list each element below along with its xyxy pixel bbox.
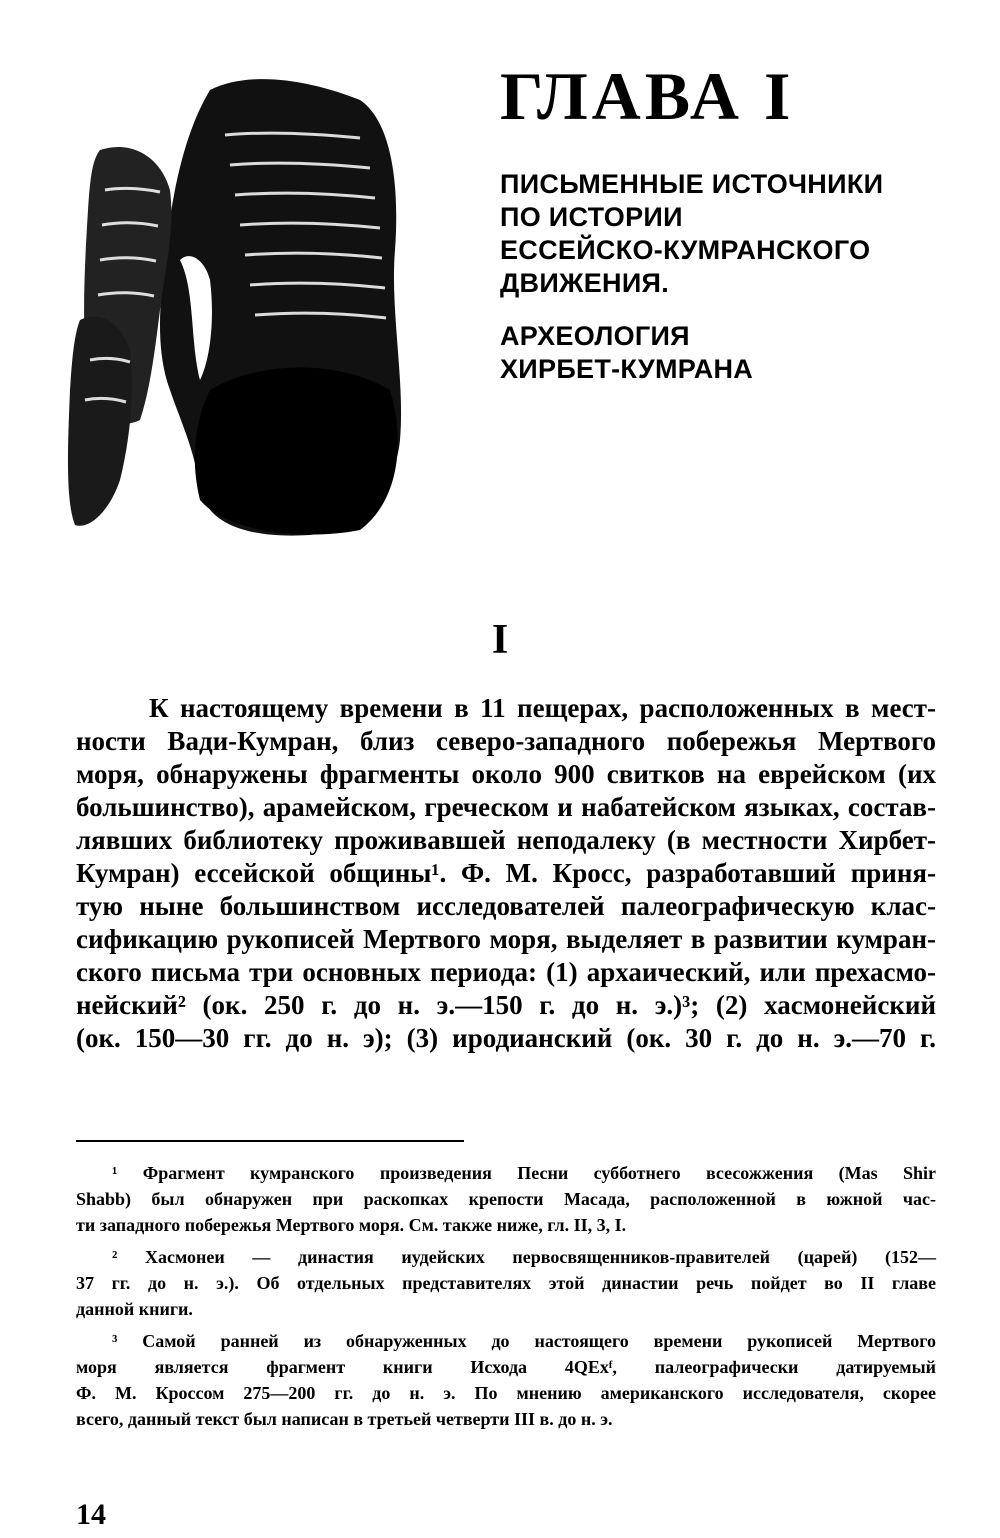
body-line: сификацию рукописей Мертвого моря, выделяет в развитии кумран-: [76, 924, 936, 954]
chapter-title: ГЛАВА I: [500, 58, 795, 134]
footnote-1: [76, 1160, 936, 1238]
footnote-3: [76, 1328, 936, 1432]
section-numeral: I: [491, 617, 509, 663]
body-line: К настоящему времени в 11 пещерах, расположенных в мест-: [149, 693, 936, 723]
footnote-line: данной книги.: [76, 1299, 193, 1319]
footnote-line: ² Хасмонеи — династия иудейских первосвященников-правителей (царей) (152—: [112, 1247, 936, 1267]
body-line: лявших библиотеку проживавшей неподалеку (в местности Хирбет-: [76, 825, 936, 855]
body-line: Кумран) ессейской общины¹. Ф. М. Кросс, разработавший приня-: [76, 858, 936, 888]
chapter-subtitle: [500, 168, 960, 386]
body-line: тую ныне большинством исследователей палеографическую клас-: [76, 891, 936, 921]
footnote-2: [76, 1244, 936, 1322]
body-paragraph: [76, 692, 936, 1055]
subtitle-line: ЕССЕЙСКО-КУМРАНСКОГО: [500, 235, 871, 265]
footnote-line: ¹ Фрагмент кумранского произведения Песни субботнего всесожжения (Mas Shir: [112, 1163, 936, 1183]
subtitle-line: ПО ИСТОРИИ: [500, 202, 683, 232]
footnote-line: ³ Самой ранней из обнаруженных до настоящего времени рукописей Мертвого: [112, 1331, 936, 1351]
body-line: (ок. 150—30 гг. до н. э); (3) иродианский (ок. 30 г. до н. э.—70 г.: [76, 1023, 936, 1053]
footnote-line: 37 гг. до н. э.). Об отдельных представителях этой династии речь пойдет во II главе: [76, 1273, 936, 1293]
footnote-separator: [76, 1140, 464, 1142]
subtitle-line: ДВИЖЕНИЯ.: [500, 268, 670, 298]
footnote-line: Ф. М. Кроссом 275—200 гг. до н. э. По мнению американского исследователя, скорее: [76, 1383, 936, 1403]
body-line: нейский² (ок. 250 г. до н. э.—150 г. до н. э.)³; (2) хасмонейский: [76, 990, 936, 1020]
subtitle-line: ПИСЬМЕННЫЕ ИСТОЧНИКИ: [500, 169, 884, 199]
footnotes: [76, 1160, 936, 1438]
subtitle2-line: ХИРБЕТ-КУМРАНА: [500, 354, 754, 384]
body-line: ности Вади-Кумран, близ северо-западного побережья Мертвого: [76, 726, 936, 756]
page-number: 14: [76, 1498, 106, 1531]
body-line: ского письма три основных периода: (1) архаический, или прехасмо-: [76, 957, 936, 987]
body-line: моря, обнаружены фрагменты около 900 свитков на еврейском (их: [76, 759, 936, 789]
subtitle2-line: АРХЕОЛОГИЯ: [500, 321, 690, 351]
scroll-fragment-image: [60, 60, 420, 540]
footnote-line: Shabb) был обнаружен при раскопках крепости Масада, расположенной в южной час-: [76, 1189, 936, 1209]
footnote-line: всего, данный текст был написан в третьей четверти III в. до н. э.: [76, 1409, 613, 1429]
footnote-line: ти западного побережья Мертвого моря. См. также ниже, гл. II, 3, I.: [76, 1215, 627, 1235]
footnote-line: моря является фрагмент книги Исхода 4QExᶠ, палеографически датируемый: [76, 1357, 936, 1377]
body-line: большинство), арамейском, греческом и набатейском языках, состав-: [76, 792, 936, 822]
